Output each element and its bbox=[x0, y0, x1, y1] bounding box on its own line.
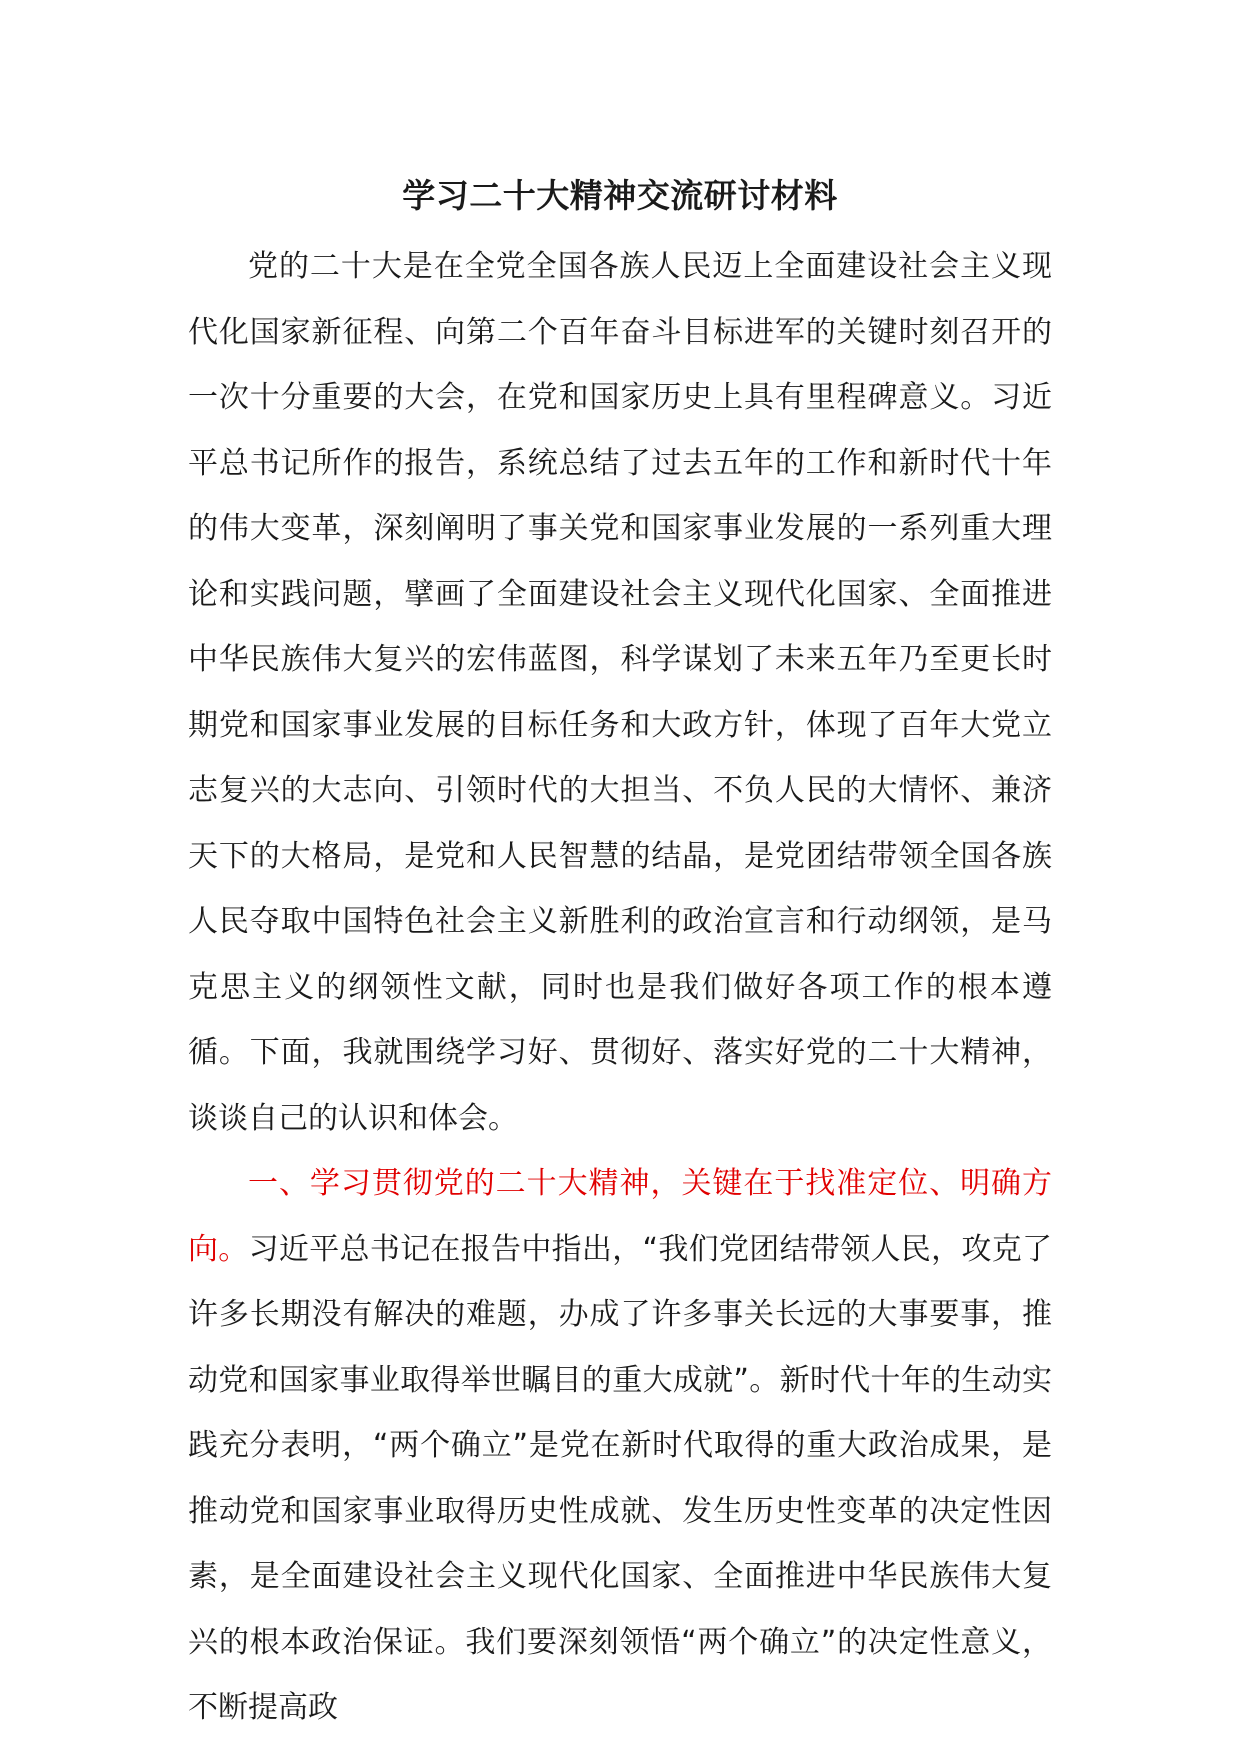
section-1-paragraph bbox=[188, 1151, 1052, 1741]
document-title: 学习二十大精神交流研讨材料 bbox=[402, 176, 838, 215]
section-body-text: 习近平总书记在报告中指出，“我们党团结带领人民，攻克了许多长期没有解决的难题，办成了许多事关长远的大事要事，推动党和国家事业取得举世瞩目的重大成就”。新时代十年的生动实践充分表明，“两个确立”是党在新时代取得的重大政治成果，是推动党和国家事业取得历史性成就、发生历史性变革的决定性因素，是全面建设社会主义现代化国家、全面推进中华民族伟大复兴的根本政治保证。我们要深刻领悟“两个确立”的决定性意义，不断提高政 bbox=[188, 1231, 1052, 1725]
document-body bbox=[188, 234, 1052, 1741]
section-heading: 一、学习贯彻党的二十大精神，关键在于找准定位、明确方向。 bbox=[188, 1166, 1052, 1267]
intro-paragraph: 党的二十大是在全党全国各族人民迈上全面建设社会主义现代化国家新征程、向第二个百年奋斗目标进军的关键时刻召开的一次十分重要的大会，在党和国家历史上具有里程碑意义。习近平总书记所作的报告，系统总结了过去五年的工作和新时代十年的伟大变革，深刻阐明了事关党和国家事业发展的一系列重大理论和实践问题，擘画了全面建设社会主义现代化国家、全面推进中华民族伟大复兴的宏伟蓝图，科学谋划了未来五年乃至更长时期党和国家事业发展的目标任务和大政方针，体现了百年大党立志复兴的大志向、引领时代的大担当、不负人民的大情怀、兼济天下的大格局，是党和人民智慧的结晶，是党团结带领全国各族人民夺取中国特色社会主义新胜利的政治宣言和行动纲领，是马克思主义的纲领性文献，同时也是我们做好各项工作的根本遵循。下面，我就围绕学习好、贯彻好、落实好党的二十大精神，谈谈自己的认识和体会。 bbox=[188, 249, 1052, 1136]
